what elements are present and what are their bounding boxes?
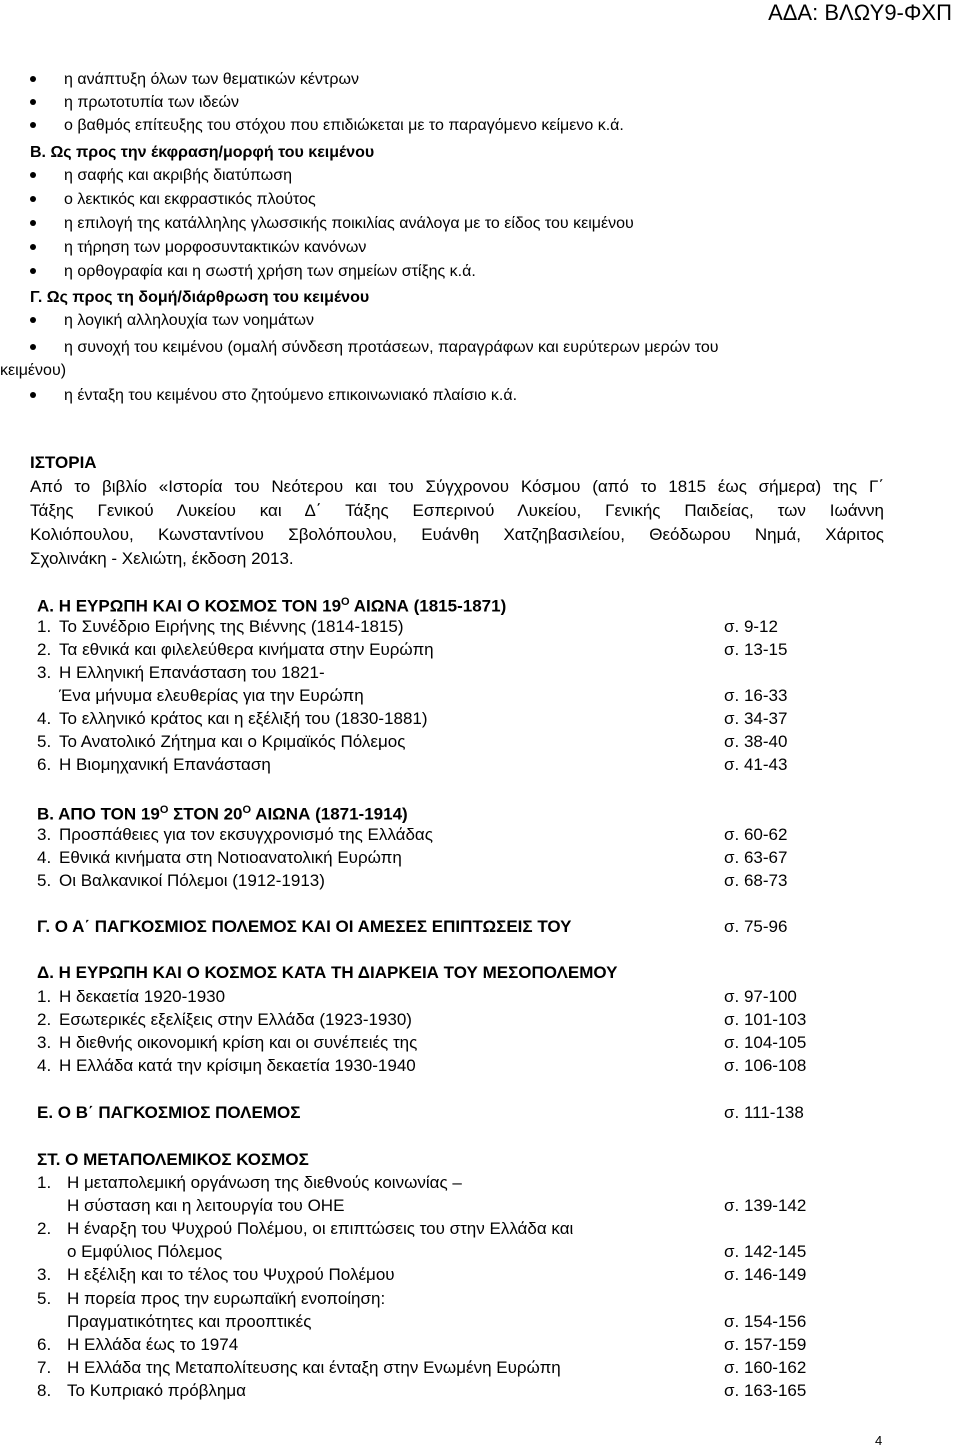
bullet-dot-icon: [30, 122, 36, 128]
toc-row: 6. Η Ελλάδα έως το 1974 σ. 157-159: [37, 1335, 807, 1354]
bullet-dot-icon: [30, 196, 36, 202]
toc-row: 4. Η Ελλάδα κατά την κρίσιμη δεκαετία 1930-1940 σ. 106-108: [37, 1056, 807, 1075]
toc-row: 3. Προσπάθειες για τον εκσυγχρονισμό της Ελλάδας σ. 60-62: [37, 825, 788, 844]
toc-row: Πραγματικότητες και προοπτικές σ. 154-156: [67, 1312, 807, 1331]
toc-row: 8. Το Κυπριακό πρόβλημα σ. 163-165: [37, 1381, 807, 1400]
toc-row: 5. Το Ανατολικό Ζήτημα και ο Κριμαϊκός Πόλεμος σ. 38-40: [37, 732, 788, 751]
subject-title: ΙΣΤΟΡΙΑ: [30, 453, 97, 472]
subsection-title-b: Β. Ως προς την έκφραση/μορφή του κειμένου: [30, 144, 375, 161]
toc-row: 7. Η Ελλάδα της Μεταπολίτευσης και ένταξη στην Ενωμένη Ευρώπη σ. 160-162: [37, 1358, 807, 1377]
document-code: ΑΔΑ: ΒΛΩΥ9-ΦΧΠ: [768, 0, 952, 25]
toc-row: 2. Τα εθνικά και φιλελεύθερα κινήματα στην Ευρώπη σ. 13-15: [37, 640, 788, 659]
bullet-dot-icon: [30, 76, 36, 82]
toc-row: 1. Η μεταπολεμική οργάνωση της διεθνούς κοινωνίας –: [37, 1173, 462, 1192]
page-number: 4: [875, 1433, 883, 1448]
toc-row: 3. Η εξέλιξη και το τέλος του Ψυχρού Πολέμου σ. 146-149: [37, 1265, 807, 1284]
bullet-dot-icon: [30, 220, 36, 226]
bullet-dot-icon: [30, 344, 36, 350]
section-title-e: Ε. Ο Β΄ ΠΑΓΚΟΣΜΙΟΣ ΠΟΛΕΜΟΣ σ. 111-138: [37, 1103, 804, 1122]
section-title-d: Δ. Η ΕΥΡΩΠΗ ΚΑΙ Ο ΚΟΣΜΟΣ ΚΑΤΑ ΤΗ ΔΙΑΡΚΕΙΑ ΤΟΥ ΜΕΣΟΠΟΛΕΜΟΥ: [37, 963, 618, 982]
toc-row: 3. Η διεθνής οικονομική κρίση και οι συνέπειές της σ. 104-105: [37, 1033, 807, 1052]
toc-row: 2. Εσωτερικές εξελίξεις στην Ελλάδα (1923-1930) σ. 101-103: [37, 1010, 807, 1029]
toc-row: 4. Το ελληνικό κράτος και η εξέλιξή του (1830-1881) σ. 34-37: [37, 709, 788, 728]
subsection-title-g: Γ. Ως προς τη δομή/διάρθρωση του κειμένου: [30, 289, 370, 306]
toc-row: ο Εμφύλιος Πόλεμος σ. 142-145: [67, 1242, 807, 1261]
section-title-g: Γ. Ο Α΄ ΠΑΓΚΟΣΜΙΟΣ ΠΟΛΕΜΟΣ ΚΑΙ ΟΙ ΑΜΕΣΕΣ ΕΠΙΠΤΩΣΕΙΣ ΤΟΥ σ. 75-96: [37, 917, 788, 936]
bullet-dot-icon: [30, 244, 36, 250]
section-title-st: ΣΤ. Ο ΜΕΤΑΠΟΛΕΜΙΚΟΣ ΚΟΣΜΟΣ: [37, 1150, 309, 1169]
section-title-b: Β. ΑΠΟ ΤΟΝ $19^O$ ΣΤΟΝ $20^O$ ΑΙΩΝΑ (1871-1914): [37, 804, 408, 824]
bullet-dot-icon: [30, 317, 36, 323]
toc-row: Ένα μήνυμα ελευθερίας για την Ευρώπη σ. 16-33: [59, 686, 788, 705]
toc-row: 5. Η πορεία προς την ευρωπαϊκή ενοποίηση:: [37, 1289, 386, 1308]
toc-row: 6. Η Βιομηχανική Επανάσταση σ. 41-43: [37, 755, 788, 774]
bullet-dot-icon: [30, 172, 36, 178]
list-item: η συνοχή του κειμένου (ομαλή σύνδεση προτάσεων, παραγράφων και ευρύτερων μερών του κειμένου): [0, 339, 719, 379]
toc-row: 1. Το Συνέδριο Ειρήνης της Βιέννης (1814-1815) σ. 9-12: [37, 617, 778, 636]
toc-row: 5. Οι Βαλκανικοί Πόλεμοι (1912-1913) σ. 68-73: [37, 871, 788, 890]
source-paragraph: Από το βιβλίο «Ιστορία του Νεότερου και του Σύγχρονου Κόσμου (από το 1815 έως σήμερα) της Γ΄ Τάξης Γενικού Λυκείου και Δ΄ Τάξης Εσπερινού Λυκείου, Γενικής Παιδείας, των Ιωάννη Κολιόπουλου, Κωνσταντίνου Σβολόπουλου, Ευάνθη Χατζηβασιλείου, Θεόδωρου Νημά, Χάριτος Σχολινάκη - Χελιώτη, έκδοση 2013.: [30, 477, 884, 568]
toc-row: Η σύσταση και η λειτουργία του ΟΗΕ σ. 139-142: [67, 1196, 807, 1215]
toc-row: 2. Η έναρξη του Ψυχρού Πολέμου, οι επιπτώσεις του στην Ελλάδα και: [37, 1219, 574, 1238]
toc-row: 4. Εθνικά κινήματα στη Νοτιοανατολική Ευρώπη σ. 63-67: [37, 848, 788, 867]
bullet-dot-icon: [30, 392, 36, 398]
bullet-dot-icon: [30, 268, 36, 274]
section-title-a: Α. Η ΕΥΡΩΠΗ ΚΑΙ Ο ΚΟΣΜΟΣ ΤΟΝ $19^O$ ΑΙΩΝΑ (1815-1871): [37, 596, 507, 616]
bullet-dot-icon: [30, 99, 36, 105]
toc-row: 3. Η Ελληνική Επανάσταση του 1821-: [37, 663, 325, 682]
toc-row: 1. Η δεκαετία 1920-1930 σ. 97-100: [37, 987, 797, 1006]
